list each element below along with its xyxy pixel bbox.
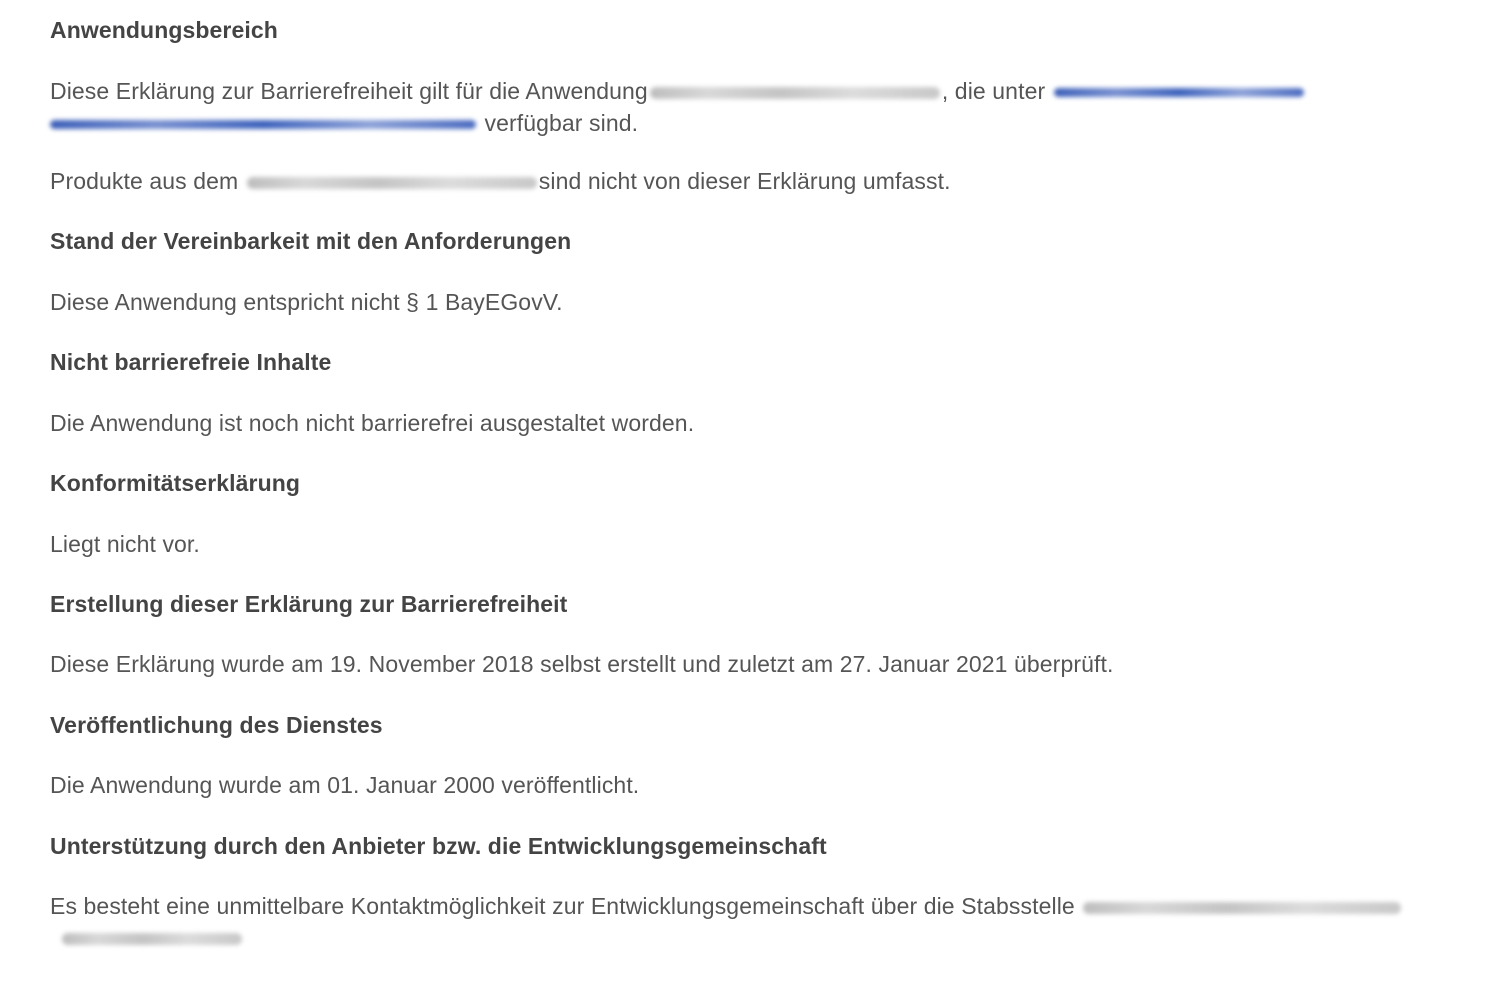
- heading-nicht-barrierefreie-inhalte: Nicht barrierefreie Inhalte: [50, 349, 332, 375]
- support-contact-text: Es besteht eine unmittelbare Kontaktmöglichkeit zur Entwicklungsgemeinschaft über die Stabsstelle: [50, 893, 1075, 919]
- redacted-url-link-continued[interactable]: [50, 120, 476, 129]
- support-contact-line-2: [50, 922, 244, 952]
- heading-anwendungsbereich: Anwendungsbereich: [50, 17, 278, 43]
- redacted-product-source: [247, 177, 537, 189]
- redacted-staff-unit-name: [1083, 902, 1401, 914]
- scope-paragraph-line-2: [50, 108, 638, 138]
- heading-konformitaetserklaerung: Konformitätserklärung: [50, 470, 301, 496]
- redacted-url-link[interactable]: [1054, 88, 1304, 97]
- non-accessible-content-text: Die Anwendung ist noch nicht barrierefrei ausgestaltet worden.: [50, 410, 695, 436]
- statement-creation-text: Diese Erklärung wurde am 19. November 2018 selbst erstellt und zuletzt am 27. Januar 2021 überprüft.: [50, 651, 1114, 677]
- redacted-staff-unit-contact: [62, 933, 242, 945]
- redacted-application-name: [650, 87, 940, 99]
- scope-text-start: Diese Erklärung zur Barrierefreiheit gilt für die Anwendung: [50, 78, 648, 104]
- excluded-text-start: Produkte aus dem: [50, 168, 239, 194]
- scope-paragraph-line-1: [50, 76, 1306, 106]
- support-contact-line-1: [50, 891, 1403, 921]
- scope-text-mid: , die unter: [941, 78, 1046, 104]
- excluded-products-paragraph: [50, 166, 951, 196]
- publication-text: Die Anwendung wurde am 01. Januar 2000 veröffentlicht.: [50, 772, 640, 798]
- heading-erstellung-der-erklaerung: Erstellung dieser Erklärung zur Barrierefreiheit: [50, 591, 568, 617]
- heading-unterstuetzung: Unterstützung durch den Anbieter bzw. die Entwicklungsgemeinschaft: [50, 833, 827, 859]
- excluded-text-end: sind nicht von dieser Erklärung umfasst.: [538, 168, 951, 194]
- compliance-status-text: Diese Anwendung entspricht nicht § 1 BayEGovV.: [50, 289, 563, 315]
- scope-text-end: verfügbar sind.: [484, 110, 639, 136]
- heading-stand-der-vereinbarkeit: Stand der Vereinbarkeit mit den Anforderungen: [50, 228, 572, 254]
- conformity-text: Liegt nicht vor.: [50, 531, 200, 557]
- heading-veroeffentlichung: Veröffentlichung des Dienstes: [50, 712, 383, 738]
